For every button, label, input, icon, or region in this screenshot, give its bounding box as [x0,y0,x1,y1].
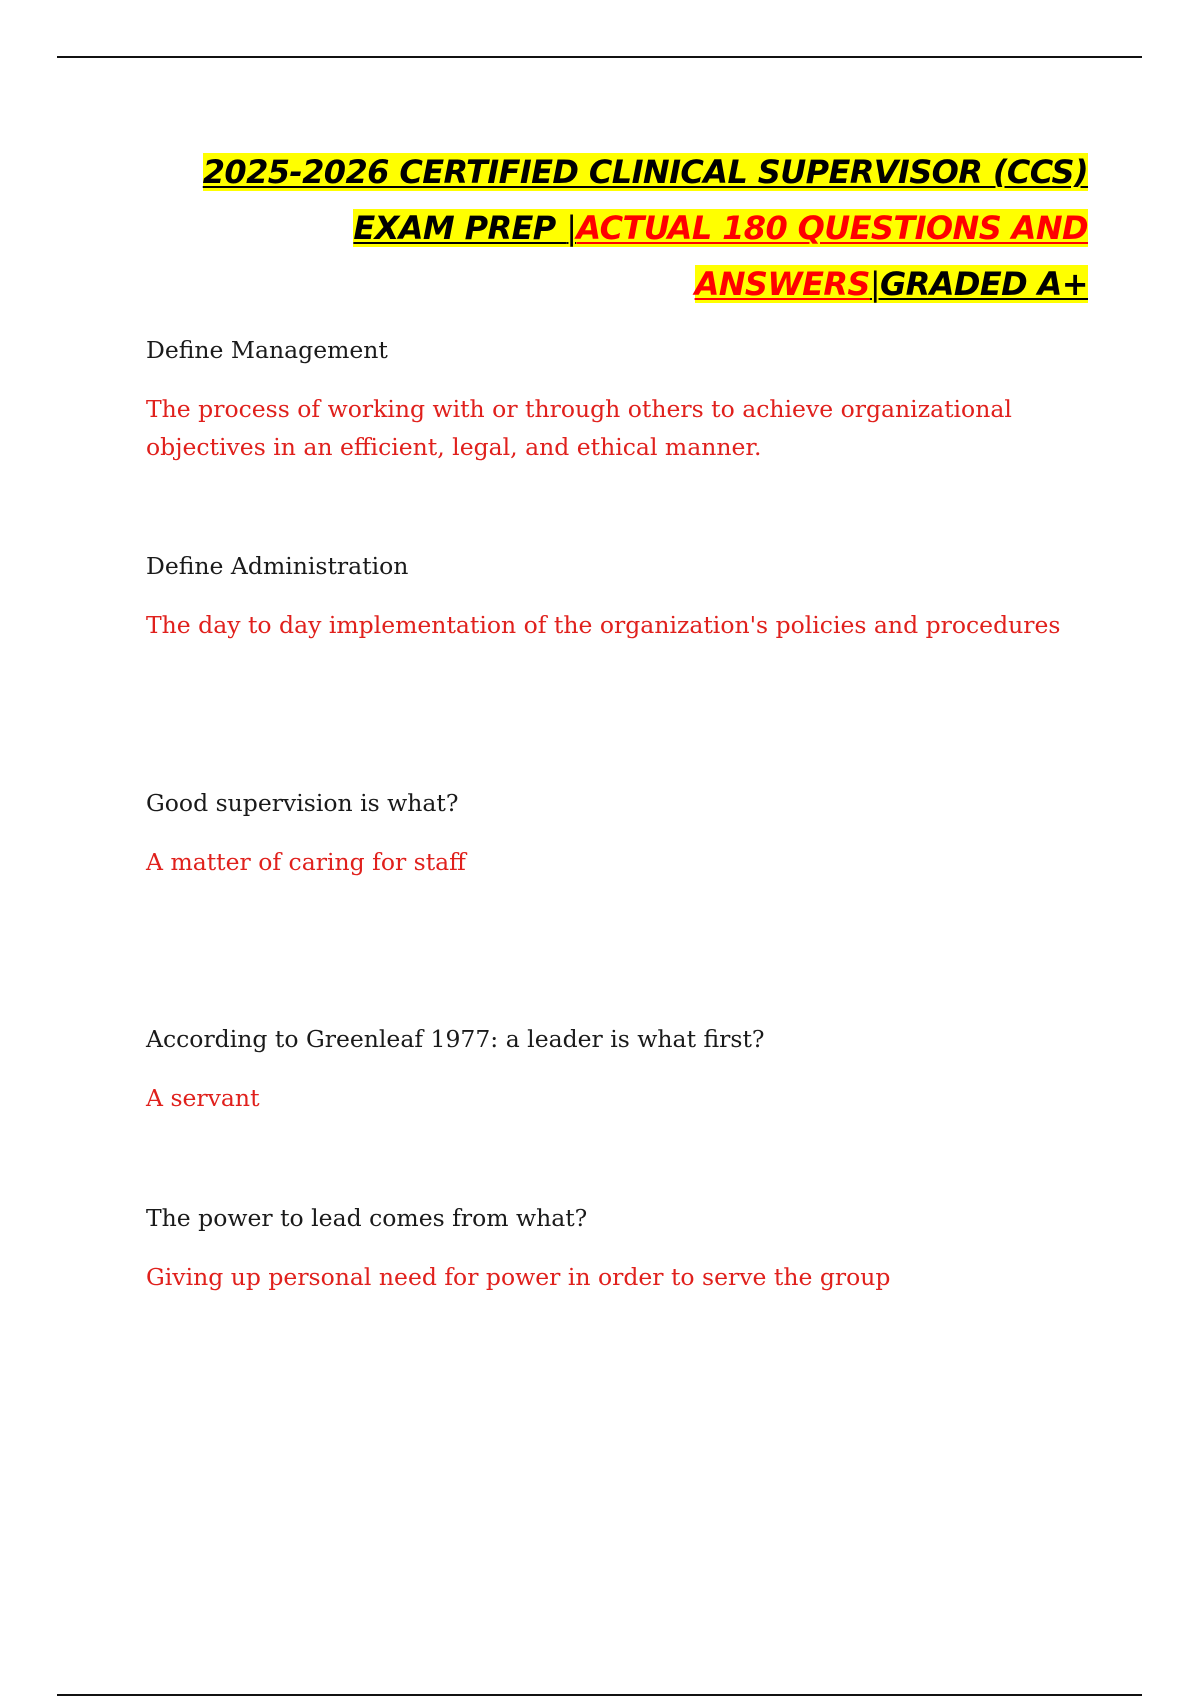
title-separator-1: | [566,209,577,247]
title-separator-2: | [869,265,881,303]
qa-item-4 [146,1021,1096,1117]
question: Good supervision is what? [146,789,459,817]
title-graded: GRADED A+ [880,265,1088,303]
qa-item-1 [146,332,1096,466]
qa-item-5 [146,1200,1096,1296]
qa-item-2 [146,548,1096,644]
answer: Giving up personal need for power in order to serve the group [146,1263,891,1291]
qa-item-3 [146,785,1096,881]
title-actual-questions: ACTUAL 180 QUESTIONS AND [576,209,1088,247]
answer: The day to day implementation of the organization's policies and procedures [146,611,1061,639]
answer: A servant [146,1084,260,1112]
question: The power to lead comes from what? [146,1204,588,1232]
answer: A matter of caring for staff [146,848,466,876]
question: According to Greenleaf 1977: a leader is what first? [146,1025,765,1053]
question: Define Administration [146,552,409,580]
title-answers: ANSWERS [694,265,870,303]
bottom-rule [57,1694,1142,1696]
title-line-1: 2025-2026 CERTIFIED CLINICAL SUPERVISOR (CCS) [202,153,1088,191]
title-exam-prep: EXAM PREP [353,209,567,247]
question: Define Management [146,336,388,364]
answer: The process of working with or through others to achieve organizational objectives in an efficient, legal, and ethical manner. [146,395,1012,461]
document-title [120,144,1088,312]
top-rule [57,56,1142,58]
